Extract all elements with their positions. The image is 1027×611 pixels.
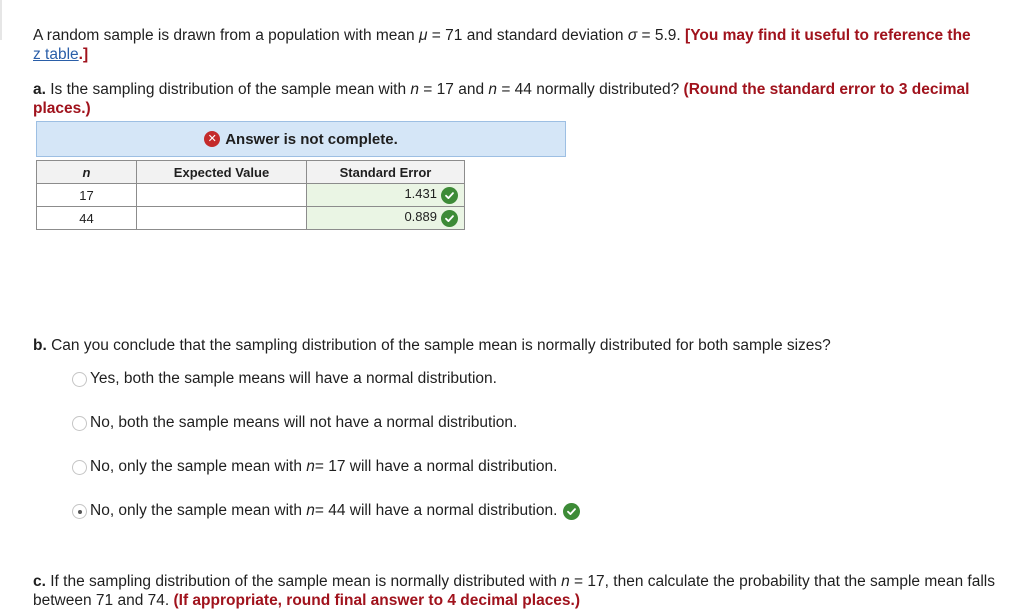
table-row bbox=[37, 207, 465, 230]
part-a-label: a. bbox=[33, 81, 46, 98]
radio-button-selected[interactable] bbox=[72, 504, 87, 519]
answer-status-text: Answer is not complete. bbox=[225, 130, 398, 148]
header-standard-error: Standard Error bbox=[307, 161, 465, 184]
left-rule bbox=[0, 0, 2, 40]
option-only-n17-normal[interactable]: No, only the sample mean with n = 17 will have a normal distribution. bbox=[72, 458, 557, 476]
answer-status-banner bbox=[36, 121, 566, 157]
mu-symbol: μ bbox=[418, 27, 428, 44]
table-row bbox=[37, 184, 465, 207]
answer-table bbox=[36, 160, 465, 230]
x-circle-icon: ✕ bbox=[204, 131, 220, 147]
standard-error-input[interactable]: 0.889 bbox=[307, 207, 465, 230]
part-b-question: b. Can you conclude that the sampling distribution of the sample mean is normally distributed for both sample sizes? bbox=[33, 337, 831, 354]
z-table-link[interactable]: z table bbox=[33, 46, 79, 63]
standard-error-input[interactable]: 1.431 bbox=[307, 184, 465, 207]
header-expected-value: Expected Value bbox=[137, 161, 307, 184]
option-only-n44-normal[interactable]: No, only the sample mean with n = 44 will have a normal distribution. bbox=[72, 502, 580, 520]
check-circle-icon bbox=[441, 187, 458, 204]
part-c-instruction: (If appropriate, round final answer to 4 decimal places.) bbox=[173, 592, 581, 609]
expected-value-input[interactable] bbox=[137, 184, 307, 207]
check-circle-icon bbox=[563, 503, 580, 520]
problem-intro: A random sample is drawn from a population with mean μ = 71 and standard deviation σ = 5.9. [You may find it useful to reference the z table.] bbox=[33, 27, 971, 63]
part-a-instruction: (Round the standard error to 3 decimal places.) bbox=[33, 81, 970, 117]
radio-button[interactable] bbox=[72, 372, 87, 387]
option-no-both-not-normal[interactable]: No, both the sample means will not have a normal distribution. bbox=[72, 414, 517, 432]
part-b-label: b. bbox=[33, 337, 47, 354]
table-header-row bbox=[37, 161, 465, 184]
radio-button[interactable] bbox=[72, 460, 87, 475]
option-yes-both-normal[interactable]: Yes, both the sample means will have a normal distribution. bbox=[72, 370, 497, 388]
part-c-question: c. If the sampling distribution of the sample mean is normally distributed with n = 17, then calculate the probability that the sample mean falls between 71 and 74. (If appropriate, round final answer to 4 decimal places.) bbox=[33, 573, 995, 609]
radio-button[interactable] bbox=[72, 416, 87, 431]
check-circle-icon bbox=[441, 210, 458, 227]
cell-n: 44 bbox=[37, 207, 137, 230]
header-n: n bbox=[37, 161, 137, 184]
reference-note: [You may find it useful to reference the bbox=[685, 27, 971, 44]
part-c-label: c. bbox=[33, 573, 46, 590]
cell-n: 17 bbox=[37, 184, 137, 207]
expected-value-input[interactable] bbox=[137, 207, 307, 230]
part-a-question: a. Is the sampling distribution of the sample mean with n = 17 and n = 44 normally distributed? (Round the standard error to 3 decimal places.) bbox=[33, 81, 970, 117]
sigma-symbol: σ bbox=[627, 27, 638, 44]
